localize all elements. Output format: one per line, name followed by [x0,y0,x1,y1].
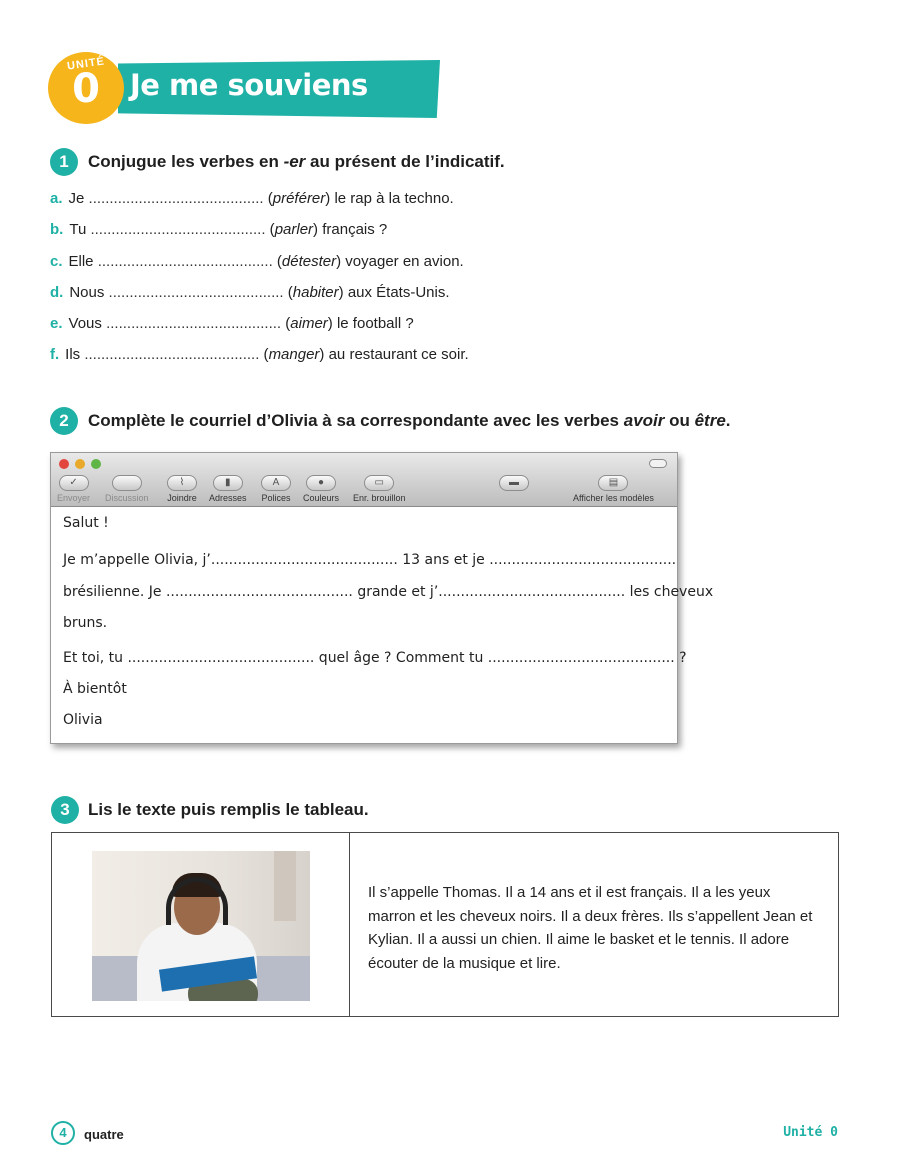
email-line: Olivia [63,712,103,728]
unit-badge [48,52,124,124]
exercise-2-number: 2 [50,407,78,435]
minimize-window-icon[interactable] [75,459,85,469]
blank-field[interactable]: .......................................... [97,253,273,270]
email-line: bruns. [63,615,108,631]
discussion-button[interactable]: Discussion [105,475,149,503]
fonts-button[interactable]: A Polices [261,477,291,503]
templates-icon: ▤ [598,475,628,491]
send-button[interactable]: ✓ Envoyer [57,477,91,503]
draft-icon: ▭ [364,475,394,491]
exercise-1-item-c: c. Elle .......................................... (détester) voyager en avion. [50,253,464,270]
blank-field[interactable]: .......................................... [106,315,282,332]
blank-field[interactable]: .......................................... [90,221,266,238]
email-window [50,452,714,744]
exercise-1-item-b: b. Tu .......................................... (parler) français ? [50,221,388,238]
save-draft-button[interactable]: ▭ Enr. brouillon [353,477,406,503]
toolbar-toggle-icon[interactable] [649,459,667,468]
blank-field[interactable]: .......................................... [88,190,264,207]
unit-label: UNITÉ [66,55,106,73]
address-book-icon: ▮ [213,475,243,491]
blank-field[interactable]: .......................................... [108,284,284,301]
photo-browser-button[interactable] [499,475,529,491]
email-line: À bientôt [63,681,127,697]
send-icon: ✓ [59,475,89,491]
zoom-window-icon[interactable] [91,459,101,469]
email-line: Et toi, tu .......................................... quel âge ? Comment tu .......................................... ? [63,650,687,666]
addresses-button[interactable]: ▮ Adresses [209,477,247,503]
email-line: brésilienne. Je .......................................... grande et j’.......................................... les cheveux [63,584,714,600]
blank-field[interactable]: .......................................... [84,346,260,363]
boy-reading-photo [92,851,310,1001]
exercise-3-table [51,832,839,1017]
colors-button[interactable]: ● Couleurs [303,477,340,503]
table-divider [349,833,350,1016]
exercise-3-title: Lis le texte puis remplis le tableau. [88,800,369,819]
exercise-1-item-f: f. Ils .......................................... (manger) au restaurant ce soir. [50,346,469,363]
page-number-word: quatre [84,1127,124,1142]
font-icon: A [261,475,291,491]
email-line: Salut ! [63,515,109,531]
show-templates-button[interactable]: ▤ Afficher les modèles [573,477,654,503]
page-title: Je me souviens [130,68,368,102]
exercise-1-item-e: e. Vous .......................................... (aimer) le football ? [50,315,414,332]
reading-text: Il s’appelle Thomas. Il a 14 ans et il est français. Il a les yeux marron et les cheveux noirs. Il a deux frères. Ils s’appellent Jean et Kylian. Il a aussi un chien. Il aime le basket et le tennis. Il adore écouter de la musique et lire. [368,884,813,972]
color-wheel-icon: ● [306,475,336,491]
exercise-3-number: 3 [51,796,79,824]
exercise-1-item-a: a. Je .......................................... (préférer) le rap à la techno. [50,190,454,207]
exercise-1-item-d: d. Nous .......................................... (habiter) aux États-Unis. [50,284,450,301]
exercise-2-title: Complète le courriel d’Olivia à sa correspondante avec les verbes avoir ou être. [88,411,731,430]
attach-button[interactable]: ⌇ Joindre [167,477,197,503]
footer-unit: Unité 0 [783,1125,838,1140]
photo-icon: ▬ [499,475,529,491]
email-line: Je m’appelle Olivia, j’.......................................... 13 ans et je .......................................... [63,552,677,568]
exercise-1-title: Conjugue les verbes en -er au présent de l’indicatif. [88,152,505,171]
close-window-icon[interactable] [59,459,69,469]
page-number: 4 [51,1121,75,1145]
exercise-1-number: 1 [50,148,78,176]
discussion-icon [112,475,142,491]
unit-number: 0 [72,66,100,112]
paperclip-icon: ⌇ [167,475,197,491]
email-toolbar [51,453,677,507]
